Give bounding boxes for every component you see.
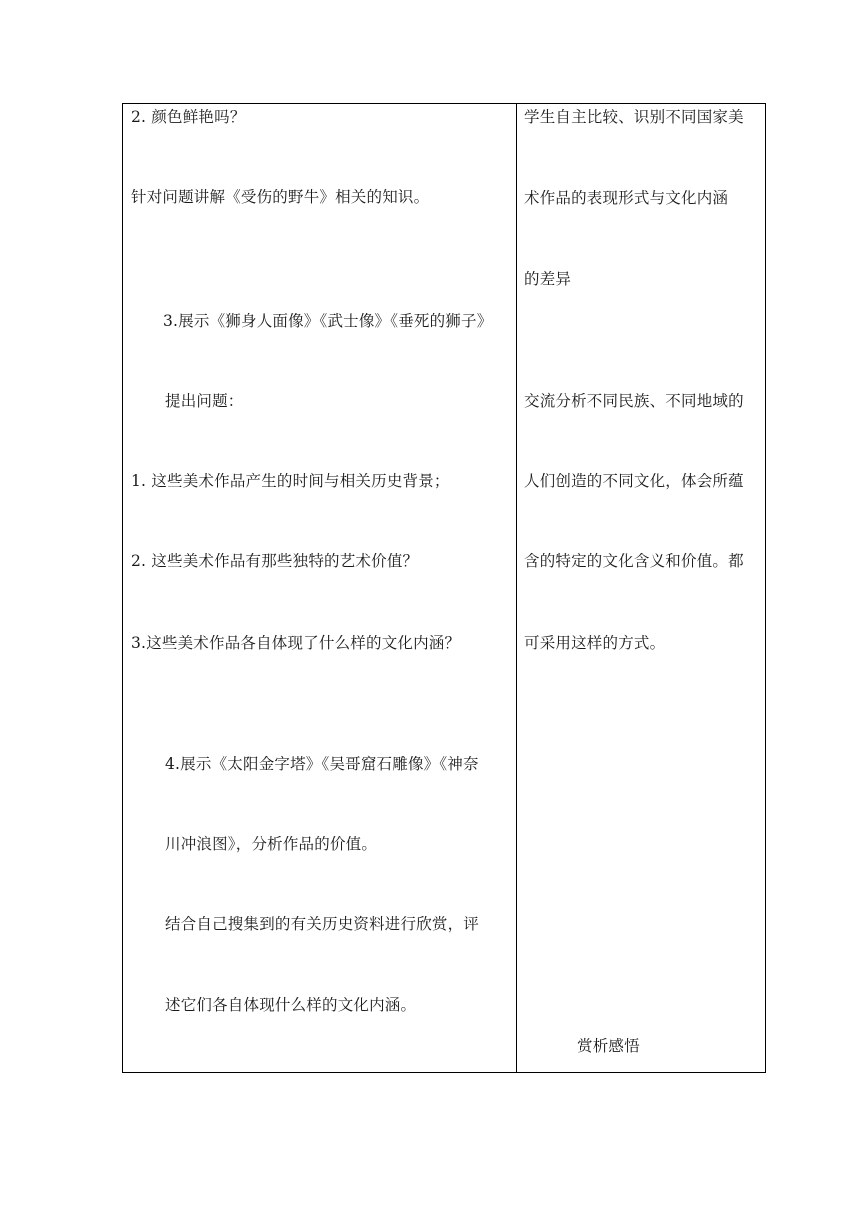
left-line-10: 结合自己搜集到的有关历史资料进行欣赏，评 bbox=[165, 915, 480, 933]
left-line-9: 川冲浪图》，分析作品的价值。 bbox=[165, 835, 378, 853]
left-line-1: 2. 颜色鲜艳吗？ bbox=[131, 108, 246, 126]
right-line-2: 术作品的表现形式与文化内涵 bbox=[524, 189, 729, 207]
right-line-6: 含的特定的文化含义和价值。都 bbox=[524, 552, 744, 570]
left-line-4: 提出问题： bbox=[165, 392, 244, 410]
left-line-11: 述它们各自体现什么样的文化内涵。 bbox=[165, 996, 417, 1014]
right-line-heading: 赏析感悟 bbox=[577, 1037, 640, 1055]
left-line-2: 针对问题讲解《受伤的野牛》相关的知识。 bbox=[131, 188, 430, 206]
left-line-3: 3.展示《狮身人面像》《武士像》《垂死的狮子》 bbox=[163, 312, 493, 330]
left-line-6: 2. 这些美术作品有那些独特的艺术价值？ bbox=[131, 552, 419, 570]
right-line-4: 交流分析不同民族、不同地域的 bbox=[524, 392, 744, 410]
right-line-1: 学生自主比较、识别不同国家美 bbox=[524, 108, 744, 126]
right-line-7: 可采用这样的方式。 bbox=[524, 634, 666, 652]
left-line-5: 1. 这些美术作品产生的时间与相关历史背景； bbox=[131, 472, 450, 490]
right-line-3: 的差异 bbox=[524, 270, 572, 288]
left-line-8: 4.展示《太阳金字塔》《吴哥窟石雕像》《神奈 bbox=[165, 755, 479, 773]
column-divider bbox=[516, 103, 517, 1073]
left-line-7: 3.这些美术作品各自体现了什么样的文化内涵？ bbox=[131, 634, 461, 652]
right-line-5: 人们创造的不同文化，体会所蕴 bbox=[524, 472, 744, 490]
